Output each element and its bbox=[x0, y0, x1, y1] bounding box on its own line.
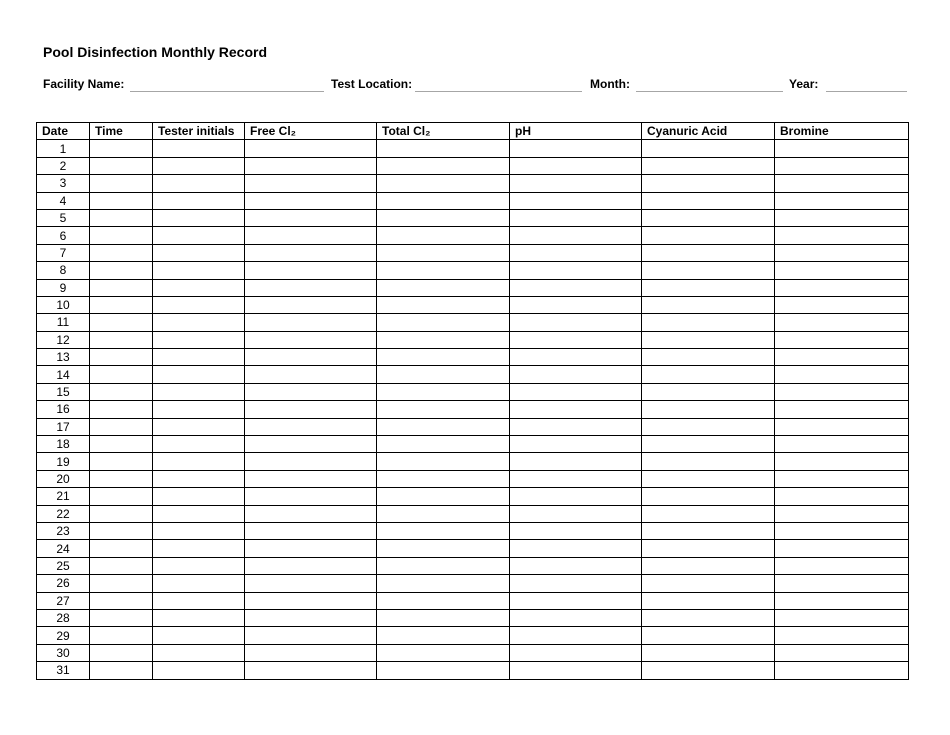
table-row bbox=[37, 662, 909, 679]
date-cell: 27 bbox=[37, 592, 90, 609]
cyanuric-acid-cell[interactable] bbox=[642, 157, 775, 174]
time-cell[interactable] bbox=[90, 314, 153, 331]
cyanuric-acid-cell[interactable] bbox=[642, 401, 775, 418]
total-cl2-cell[interactable] bbox=[377, 279, 510, 296]
ph-cell[interactable] bbox=[510, 383, 642, 400]
year-label: Year: bbox=[789, 77, 819, 91]
total-cl2-cell[interactable] bbox=[377, 644, 510, 661]
ph-cell[interactable] bbox=[510, 540, 642, 557]
ph-cell[interactable] bbox=[510, 140, 642, 157]
ph-cell[interactable] bbox=[510, 349, 642, 366]
table-row bbox=[37, 262, 909, 279]
table-row bbox=[37, 140, 909, 157]
free-cl2-cell[interactable] bbox=[245, 522, 377, 539]
year-field[interactable] bbox=[826, 91, 907, 92]
date-cell: 22 bbox=[37, 505, 90, 522]
time-cell[interactable] bbox=[90, 470, 153, 487]
cyanuric-acid-cell[interactable] bbox=[642, 175, 775, 192]
tester-initials-cell[interactable] bbox=[153, 418, 245, 435]
time-cell[interactable] bbox=[90, 522, 153, 539]
ph-cell[interactable] bbox=[510, 331, 642, 348]
tester-initials-cell[interactable] bbox=[153, 401, 245, 418]
free-cl2-cell[interactable] bbox=[245, 140, 377, 157]
ph-cell[interactable] bbox=[510, 662, 642, 679]
date-cell: 11 bbox=[37, 314, 90, 331]
total-cl2-cell[interactable] bbox=[377, 540, 510, 557]
table-row bbox=[37, 314, 909, 331]
cyanuric-acid-cell[interactable] bbox=[642, 470, 775, 487]
free-cl2-cell[interactable] bbox=[245, 262, 377, 279]
total-cl2-cell[interactable] bbox=[377, 627, 510, 644]
tester-initials-cell[interactable] bbox=[153, 349, 245, 366]
total-cl2-cell[interactable] bbox=[377, 349, 510, 366]
bromine-cell[interactable] bbox=[775, 488, 909, 505]
date-cell: 17 bbox=[37, 418, 90, 435]
tester-initials-cell[interactable] bbox=[153, 522, 245, 539]
time-cell[interactable] bbox=[90, 227, 153, 244]
date-cell: 6 bbox=[37, 227, 90, 244]
time-cell[interactable] bbox=[90, 627, 153, 644]
time-cell[interactable] bbox=[90, 592, 153, 609]
free-cl2-cell[interactable] bbox=[245, 279, 377, 296]
cyanuric-acid-cell[interactable] bbox=[642, 522, 775, 539]
tester-initials-cell[interactable] bbox=[153, 383, 245, 400]
bromine-cell[interactable] bbox=[775, 366, 909, 383]
free-cl2-cell[interactable] bbox=[245, 401, 377, 418]
ph-cell[interactable] bbox=[510, 436, 642, 453]
time-cell[interactable] bbox=[90, 401, 153, 418]
date-cell: 14 bbox=[37, 366, 90, 383]
column-header-cyanuric-acid: Cyanuric Acid bbox=[642, 123, 775, 140]
ph-cell[interactable] bbox=[510, 575, 642, 592]
tester-initials-cell[interactable] bbox=[153, 279, 245, 296]
table-row bbox=[37, 296, 909, 313]
ph-cell[interactable] bbox=[510, 192, 642, 209]
time-cell[interactable] bbox=[90, 140, 153, 157]
free-cl2-cell[interactable] bbox=[245, 366, 377, 383]
time-cell[interactable] bbox=[90, 157, 153, 174]
tester-initials-cell[interactable] bbox=[153, 175, 245, 192]
column-header-total-cl2: Total Cl₂ bbox=[377, 123, 510, 140]
total-cl2-cell[interactable] bbox=[377, 296, 510, 313]
date-cell: 19 bbox=[37, 453, 90, 470]
date-cell: 9 bbox=[37, 279, 90, 296]
free-cl2-cell[interactable] bbox=[245, 383, 377, 400]
tester-initials-cell[interactable] bbox=[153, 505, 245, 522]
bromine-cell[interactable] bbox=[775, 296, 909, 313]
date-cell: 7 bbox=[37, 244, 90, 261]
ph-cell[interactable] bbox=[510, 470, 642, 487]
ph-cell[interactable] bbox=[510, 296, 642, 313]
free-cl2-cell[interactable] bbox=[245, 644, 377, 661]
free-cl2-cell[interactable] bbox=[245, 662, 377, 679]
free-cl2-cell[interactable] bbox=[245, 488, 377, 505]
total-cl2-cell[interactable] bbox=[377, 662, 510, 679]
bromine-cell[interactable] bbox=[775, 557, 909, 574]
cyanuric-acid-cell[interactable] bbox=[642, 349, 775, 366]
ph-cell[interactable] bbox=[510, 609, 642, 626]
ph-cell[interactable] bbox=[510, 244, 642, 261]
total-cl2-cell[interactable] bbox=[377, 192, 510, 209]
time-cell[interactable] bbox=[90, 436, 153, 453]
date-cell: 3 bbox=[37, 175, 90, 192]
tester-initials-cell[interactable] bbox=[153, 627, 245, 644]
time-cell[interactable] bbox=[90, 366, 153, 383]
total-cl2-cell[interactable] bbox=[377, 209, 510, 226]
bromine-cell[interactable] bbox=[775, 575, 909, 592]
month-field[interactable] bbox=[636, 91, 783, 92]
time-cell[interactable] bbox=[90, 244, 153, 261]
column-header-bromine: Bromine bbox=[775, 123, 909, 140]
date-cell: 18 bbox=[37, 436, 90, 453]
date-cell: 16 bbox=[37, 401, 90, 418]
free-cl2-cell[interactable] bbox=[245, 349, 377, 366]
time-cell[interactable] bbox=[90, 453, 153, 470]
ph-cell[interactable] bbox=[510, 627, 642, 644]
facility-name-label: Facility Name: bbox=[43, 77, 125, 91]
cyanuric-acid-cell[interactable] bbox=[642, 436, 775, 453]
bromine-cell[interactable] bbox=[775, 383, 909, 400]
bromine-cell[interactable] bbox=[775, 349, 909, 366]
ph-cell[interactable] bbox=[510, 505, 642, 522]
free-cl2-cell[interactable] bbox=[245, 331, 377, 348]
tester-initials-cell[interactable] bbox=[153, 366, 245, 383]
total-cl2-cell[interactable] bbox=[377, 418, 510, 435]
free-cl2-cell[interactable] bbox=[245, 592, 377, 609]
cyanuric-acid-cell[interactable] bbox=[642, 331, 775, 348]
table-row bbox=[37, 192, 909, 209]
tester-initials-cell[interactable] bbox=[153, 575, 245, 592]
free-cl2-cell[interactable] bbox=[245, 453, 377, 470]
tester-initials-cell[interactable] bbox=[153, 314, 245, 331]
table-row bbox=[37, 575, 909, 592]
cyanuric-acid-cell[interactable] bbox=[642, 575, 775, 592]
time-cell[interactable] bbox=[90, 383, 153, 400]
date-cell: 26 bbox=[37, 575, 90, 592]
date-cell: 15 bbox=[37, 383, 90, 400]
cyanuric-acid-cell[interactable] bbox=[642, 244, 775, 261]
cyanuric-acid-cell[interactable] bbox=[642, 314, 775, 331]
cyanuric-acid-cell[interactable] bbox=[642, 488, 775, 505]
time-cell[interactable] bbox=[90, 540, 153, 557]
time-cell[interactable] bbox=[90, 209, 153, 226]
free-cl2-cell[interactable] bbox=[245, 314, 377, 331]
column-header-date: Date bbox=[37, 123, 90, 140]
bromine-cell[interactable] bbox=[775, 157, 909, 174]
cyanuric-acid-cell[interactable] bbox=[642, 262, 775, 279]
total-cl2-cell[interactable] bbox=[377, 383, 510, 400]
total-cl2-cell[interactable] bbox=[377, 314, 510, 331]
cyanuric-acid-cell[interactable] bbox=[642, 662, 775, 679]
cyanuric-acid-cell[interactable] bbox=[642, 644, 775, 661]
table-row bbox=[37, 366, 909, 383]
total-cl2-cell[interactable] bbox=[377, 175, 510, 192]
tester-initials-cell[interactable] bbox=[153, 470, 245, 487]
total-cl2-cell[interactable] bbox=[377, 592, 510, 609]
table-row bbox=[37, 227, 909, 244]
tester-initials-cell[interactable] bbox=[153, 557, 245, 574]
disinfection-record-table bbox=[36, 122, 909, 680]
table-row bbox=[37, 453, 909, 470]
record-body bbox=[37, 140, 909, 679]
date-cell: 12 bbox=[37, 331, 90, 348]
bromine-cell[interactable] bbox=[775, 609, 909, 626]
month-label: Month: bbox=[590, 77, 630, 91]
bromine-cell[interactable] bbox=[775, 279, 909, 296]
cyanuric-acid-cell[interactable] bbox=[642, 383, 775, 400]
bromine-cell[interactable] bbox=[775, 418, 909, 435]
date-cell: 30 bbox=[37, 644, 90, 661]
bromine-cell[interactable] bbox=[775, 140, 909, 157]
time-cell[interactable] bbox=[90, 262, 153, 279]
ph-cell[interactable] bbox=[510, 401, 642, 418]
cyanuric-acid-cell[interactable] bbox=[642, 227, 775, 244]
free-cl2-cell[interactable] bbox=[245, 244, 377, 261]
total-cl2-cell[interactable] bbox=[377, 505, 510, 522]
table-row bbox=[37, 557, 909, 574]
table-row bbox=[37, 401, 909, 418]
ph-cell[interactable] bbox=[510, 209, 642, 226]
ph-cell[interactable] bbox=[510, 314, 642, 331]
time-cell[interactable] bbox=[90, 418, 153, 435]
total-cl2-cell[interactable] bbox=[377, 244, 510, 261]
bromine-cell[interactable] bbox=[775, 209, 909, 226]
table-row bbox=[37, 470, 909, 487]
bromine-cell[interactable] bbox=[775, 262, 909, 279]
tester-initials-cell[interactable] bbox=[153, 140, 245, 157]
header-row bbox=[37, 123, 909, 140]
total-cl2-cell[interactable] bbox=[377, 157, 510, 174]
bromine-cell[interactable] bbox=[775, 470, 909, 487]
bromine-cell[interactable] bbox=[775, 644, 909, 661]
time-cell[interactable] bbox=[90, 505, 153, 522]
ph-cell[interactable] bbox=[510, 453, 642, 470]
total-cl2-cell[interactable] bbox=[377, 609, 510, 626]
free-cl2-cell[interactable] bbox=[245, 418, 377, 435]
test-location-field[interactable] bbox=[415, 91, 582, 92]
bromine-cell[interactable] bbox=[775, 227, 909, 244]
free-cl2-cell[interactable] bbox=[245, 627, 377, 644]
table-row bbox=[37, 175, 909, 192]
bromine-cell[interactable] bbox=[775, 505, 909, 522]
bromine-cell[interactable] bbox=[775, 331, 909, 348]
free-cl2-cell[interactable] bbox=[245, 227, 377, 244]
date-cell: 5 bbox=[37, 209, 90, 226]
total-cl2-cell[interactable] bbox=[377, 436, 510, 453]
date-cell: 24 bbox=[37, 540, 90, 557]
cyanuric-acid-cell[interactable] bbox=[642, 140, 775, 157]
tester-initials-cell[interactable] bbox=[153, 192, 245, 209]
date-cell: 10 bbox=[37, 296, 90, 313]
column-header-time: Time bbox=[90, 123, 153, 140]
total-cl2-cell[interactable] bbox=[377, 227, 510, 244]
time-cell[interactable] bbox=[90, 557, 153, 574]
bromine-cell[interactable] bbox=[775, 540, 909, 557]
tester-initials-cell[interactable] bbox=[153, 157, 245, 174]
table-row bbox=[37, 522, 909, 539]
free-cl2-cell[interactable] bbox=[245, 436, 377, 453]
column-header-tester-initials: Tester initials bbox=[153, 123, 245, 140]
cyanuric-acid-cell[interactable] bbox=[642, 540, 775, 557]
table-row bbox=[37, 540, 909, 557]
total-cl2-cell[interactable] bbox=[377, 575, 510, 592]
time-cell[interactable] bbox=[90, 192, 153, 209]
free-cl2-cell[interactable] bbox=[245, 575, 377, 592]
cyanuric-acid-cell[interactable] bbox=[642, 418, 775, 435]
free-cl2-cell[interactable] bbox=[245, 557, 377, 574]
total-cl2-cell[interactable] bbox=[377, 453, 510, 470]
total-cl2-cell[interactable] bbox=[377, 331, 510, 348]
free-cl2-cell[interactable] bbox=[245, 157, 377, 174]
table-row bbox=[37, 418, 909, 435]
bromine-cell[interactable] bbox=[775, 401, 909, 418]
bromine-cell[interactable] bbox=[775, 522, 909, 539]
table-row bbox=[37, 505, 909, 522]
ph-cell[interactable] bbox=[510, 262, 642, 279]
date-cell: 29 bbox=[37, 627, 90, 644]
cyanuric-acid-cell[interactable] bbox=[642, 609, 775, 626]
time-cell[interactable] bbox=[90, 349, 153, 366]
cyanuric-acid-cell[interactable] bbox=[642, 453, 775, 470]
date-cell: 8 bbox=[37, 262, 90, 279]
table-row bbox=[37, 383, 909, 400]
free-cl2-cell[interactable] bbox=[245, 540, 377, 557]
bromine-cell[interactable] bbox=[775, 453, 909, 470]
table-row bbox=[37, 609, 909, 626]
ph-cell[interactable] bbox=[510, 592, 642, 609]
date-cell: 21 bbox=[37, 488, 90, 505]
bromine-cell[interactable] bbox=[775, 192, 909, 209]
cyanuric-acid-cell[interactable] bbox=[642, 505, 775, 522]
date-cell: 1 bbox=[37, 140, 90, 157]
free-cl2-cell[interactable] bbox=[245, 296, 377, 313]
bromine-cell[interactable] bbox=[775, 244, 909, 261]
cyanuric-acid-cell[interactable] bbox=[642, 592, 775, 609]
ph-cell[interactable] bbox=[510, 644, 642, 661]
ph-cell[interactable] bbox=[510, 175, 642, 192]
ph-cell[interactable] bbox=[510, 227, 642, 244]
free-cl2-cell[interactable] bbox=[245, 609, 377, 626]
column-header-ph: pH bbox=[510, 123, 642, 140]
tester-initials-cell[interactable] bbox=[153, 540, 245, 557]
table-row bbox=[37, 349, 909, 366]
free-cl2-cell[interactable] bbox=[245, 175, 377, 192]
time-cell[interactable] bbox=[90, 296, 153, 313]
table-row bbox=[37, 436, 909, 453]
bromine-cell[interactable] bbox=[775, 175, 909, 192]
total-cl2-cell[interactable] bbox=[377, 470, 510, 487]
tester-initials-cell[interactable] bbox=[153, 296, 245, 313]
table-row bbox=[37, 279, 909, 296]
time-cell[interactable] bbox=[90, 279, 153, 296]
total-cl2-cell[interactable] bbox=[377, 401, 510, 418]
total-cl2-cell[interactable] bbox=[377, 140, 510, 157]
cyanuric-acid-cell[interactable] bbox=[642, 192, 775, 209]
cyanuric-acid-cell[interactable] bbox=[642, 296, 775, 313]
tester-initials-cell[interactable] bbox=[153, 244, 245, 261]
time-cell[interactable] bbox=[90, 175, 153, 192]
free-cl2-cell[interactable] bbox=[245, 505, 377, 522]
tester-initials-cell[interactable] bbox=[153, 488, 245, 505]
tester-initials-cell[interactable] bbox=[153, 644, 245, 661]
time-cell[interactable] bbox=[90, 644, 153, 661]
tester-initials-cell[interactable] bbox=[153, 262, 245, 279]
total-cl2-cell[interactable] bbox=[377, 366, 510, 383]
cyanuric-acid-cell[interactable] bbox=[642, 366, 775, 383]
date-cell: 31 bbox=[37, 662, 90, 679]
ph-cell[interactable] bbox=[510, 488, 642, 505]
page-title: Pool Disinfection Monthly Record bbox=[43, 44, 268, 60]
time-cell[interactable] bbox=[90, 331, 153, 348]
date-cell: 25 bbox=[37, 557, 90, 574]
tester-initials-cell[interactable] bbox=[153, 592, 245, 609]
total-cl2-cell[interactable] bbox=[377, 557, 510, 574]
tester-initials-cell[interactable] bbox=[153, 453, 245, 470]
date-cell: 2 bbox=[37, 157, 90, 174]
free-cl2-cell[interactable] bbox=[245, 470, 377, 487]
table-row bbox=[37, 331, 909, 348]
ph-cell[interactable] bbox=[510, 279, 642, 296]
ph-cell[interactable] bbox=[510, 366, 642, 383]
time-cell[interactable] bbox=[90, 575, 153, 592]
cyanuric-acid-cell[interactable] bbox=[642, 557, 775, 574]
table-row bbox=[37, 592, 909, 609]
free-cl2-cell[interactable] bbox=[245, 209, 377, 226]
bromine-cell[interactable] bbox=[775, 436, 909, 453]
date-cell: 4 bbox=[37, 192, 90, 209]
bromine-cell[interactable] bbox=[775, 662, 909, 679]
cyanuric-acid-cell[interactable] bbox=[642, 209, 775, 226]
table-row bbox=[37, 488, 909, 505]
ph-cell[interactable] bbox=[510, 557, 642, 574]
table-row bbox=[37, 209, 909, 226]
bromine-cell[interactable] bbox=[775, 627, 909, 644]
ph-cell[interactable] bbox=[510, 522, 642, 539]
time-cell[interactable] bbox=[90, 662, 153, 679]
tester-initials-cell[interactable] bbox=[153, 609, 245, 626]
ph-cell[interactable] bbox=[510, 418, 642, 435]
date-cell: 20 bbox=[37, 470, 90, 487]
table-row bbox=[37, 244, 909, 261]
total-cl2-cell[interactable] bbox=[377, 262, 510, 279]
tester-initials-cell[interactable] bbox=[153, 662, 245, 679]
test-location-label: Test Location: bbox=[331, 77, 413, 91]
bromine-cell[interactable] bbox=[775, 592, 909, 609]
total-cl2-cell[interactable] bbox=[377, 522, 510, 539]
table-row bbox=[37, 157, 909, 174]
time-cell[interactable] bbox=[90, 609, 153, 626]
time-cell[interactable] bbox=[90, 488, 153, 505]
ph-cell[interactable] bbox=[510, 157, 642, 174]
facility-name-field[interactable] bbox=[130, 91, 324, 92]
total-cl2-cell[interactable] bbox=[377, 488, 510, 505]
table-row bbox=[37, 627, 909, 644]
cyanuric-acid-cell[interactable] bbox=[642, 627, 775, 644]
date-cell: 23 bbox=[37, 522, 90, 539]
tester-initials-cell[interactable] bbox=[153, 331, 245, 348]
table-row bbox=[37, 644, 909, 661]
tester-initials-cell[interactable] bbox=[153, 227, 245, 244]
tester-initials-cell[interactable] bbox=[153, 436, 245, 453]
free-cl2-cell[interactable] bbox=[245, 192, 377, 209]
cyanuric-acid-cell[interactable] bbox=[642, 279, 775, 296]
column-header-free-cl2: Free Cl₂ bbox=[245, 123, 377, 140]
date-cell: 28 bbox=[37, 609, 90, 626]
date-cell: 13 bbox=[37, 349, 90, 366]
bromine-cell[interactable] bbox=[775, 314, 909, 331]
tester-initials-cell[interactable] bbox=[153, 209, 245, 226]
